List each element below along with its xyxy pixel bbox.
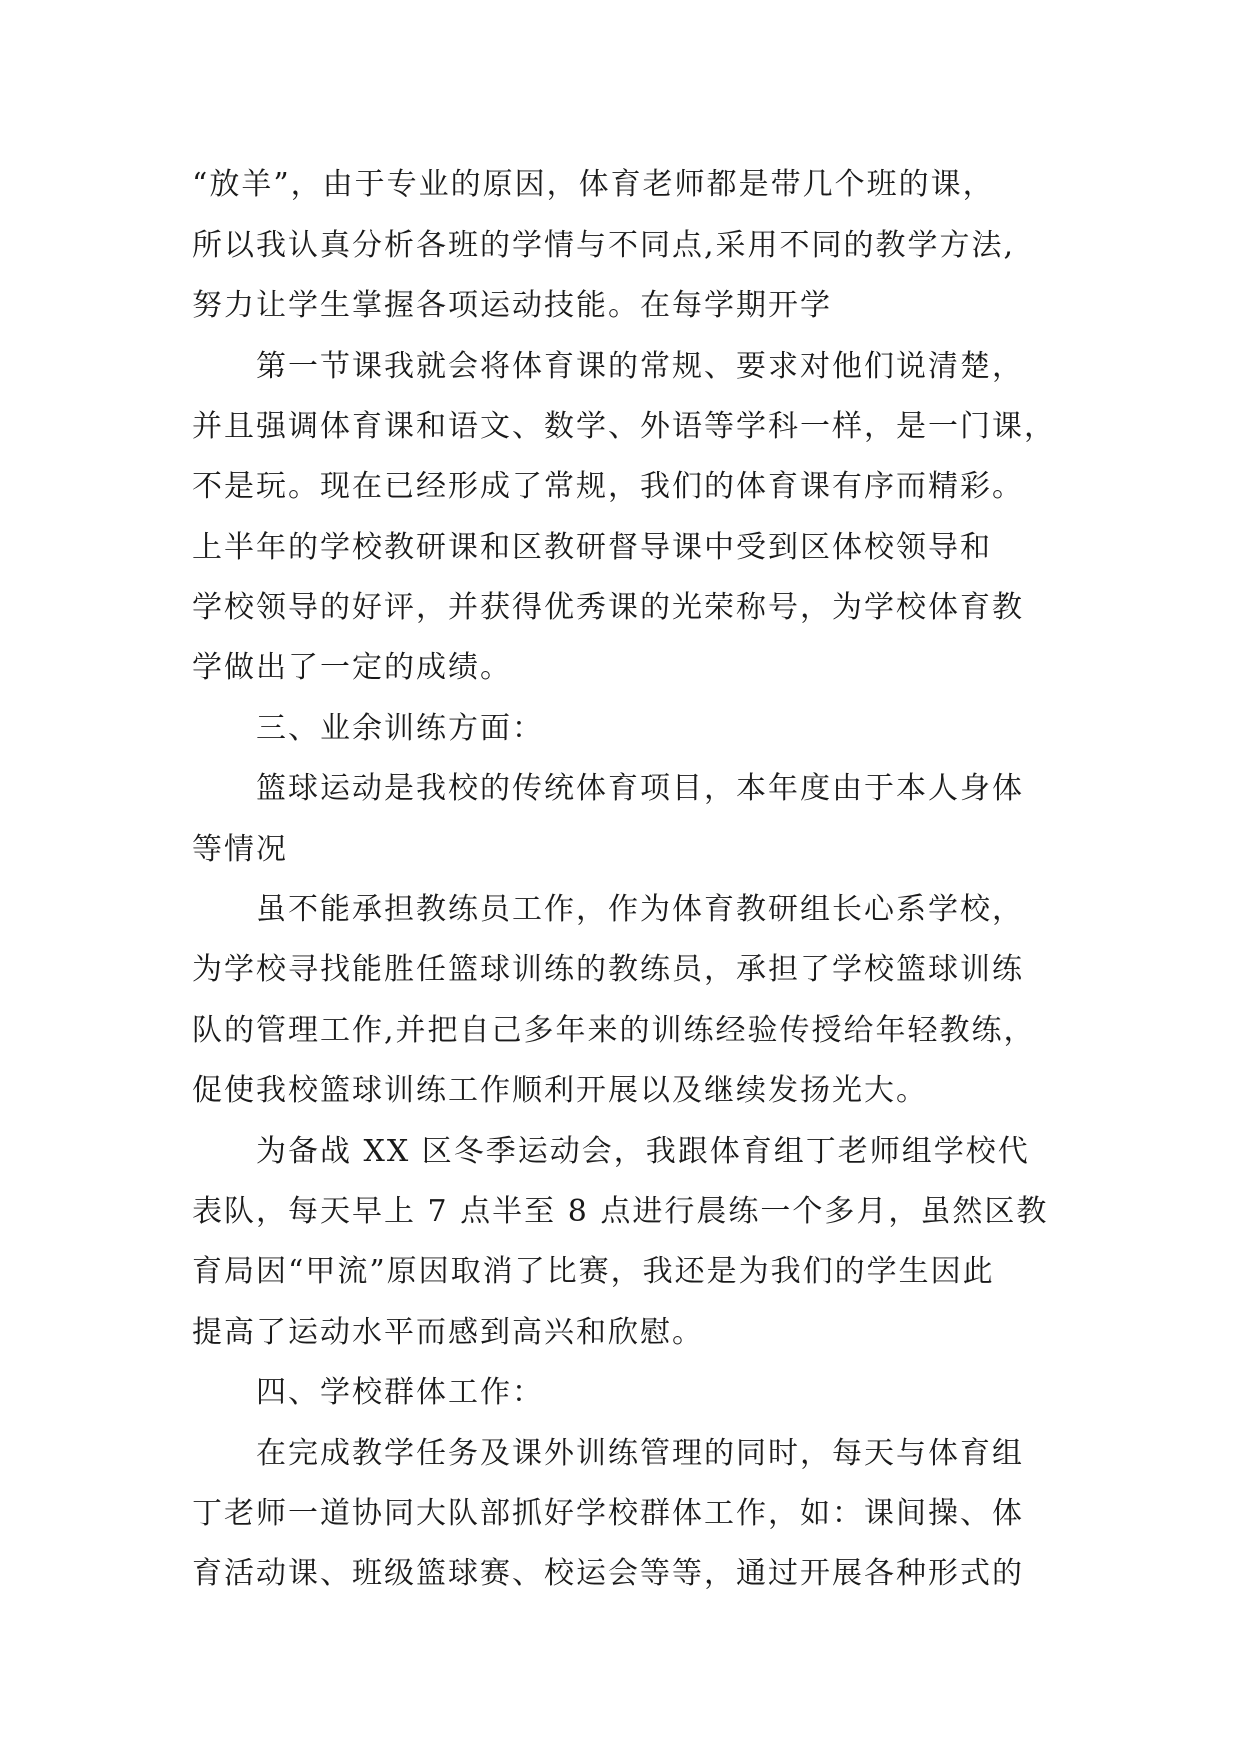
text-line: 第一节课我就会将体育课的常规、要求对他们说清楚，: [256, 349, 1024, 384]
text-line: 为学校寻找能胜任篮球训练的教练员，承担了学校篮球训练: [192, 952, 1024, 987]
text-line: 促使我校篮球训练工作顺利开展以及继续发扬光大。: [192, 1073, 928, 1108]
text-line: 学校领导的好评，并获得优秀课的光荣称号，为学校体育教: [192, 590, 1024, 625]
text-line: 努力让学生掌握各项运动技能。在每学期开学: [192, 288, 832, 323]
text-line: 所以我认真分析各班的学情与不同点,采用不同的教学方法,: [192, 228, 1016, 263]
text-line: 不是玩。现在已经形成了常规，我们的体育课有序而精彩。: [192, 469, 1024, 504]
text-line: 表队，每天早上 7 点半至 8 点进行晨练一个多月，虽然区教: [192, 1194, 1049, 1229]
text-line: 等情况: [192, 832, 288, 867]
text-line: “放羊”，由于专业的原因，体育老师都是带几个班的课，: [192, 167, 995, 202]
text-line: 上半年的学校教研课和区教研督导课中受到区体校领导和: [192, 530, 992, 565]
text-line: 丁老师一道协同大队部抓好学校群体工作，如：课间操、体: [192, 1496, 1024, 1531]
section-heading: 三、业余训练方面：: [256, 711, 544, 746]
text-line: 并且强调体育课和语文、数学、外语等学科一样，是一门课，: [192, 409, 1056, 444]
text-line: 为备战 XX 区冬季运动会，我跟体育组丁老师组学校代: [256, 1134, 1030, 1169]
text-line: 学做出了一定的成绩。: [192, 650, 512, 685]
text-line: 虽不能承担教练员工作，作为体育教研组长心系学校，: [256, 892, 1024, 927]
text-line: 队的管理工作,并把自己多年来的训练经验传授给年轻教练，: [192, 1013, 1036, 1048]
text-line: 篮球运动是我校的传统体育项目，本年度由于本人身体: [256, 771, 1024, 806]
text-line: 在完成教学任务及课外训练管理的同时，每天与体育组: [256, 1436, 1024, 1471]
section-heading: 四、学校群体工作：: [256, 1375, 544, 1410]
text-line: 提高了运动水平而感到高兴和欣慰。: [192, 1315, 704, 1350]
text-line: 育局因“甲流”原因取消了比赛，我还是为我们的学生因此: [192, 1254, 995, 1289]
text-line: 育活动课、班级篮球赛、校运会等等，通过开展各种形式的: [192, 1556, 1024, 1591]
